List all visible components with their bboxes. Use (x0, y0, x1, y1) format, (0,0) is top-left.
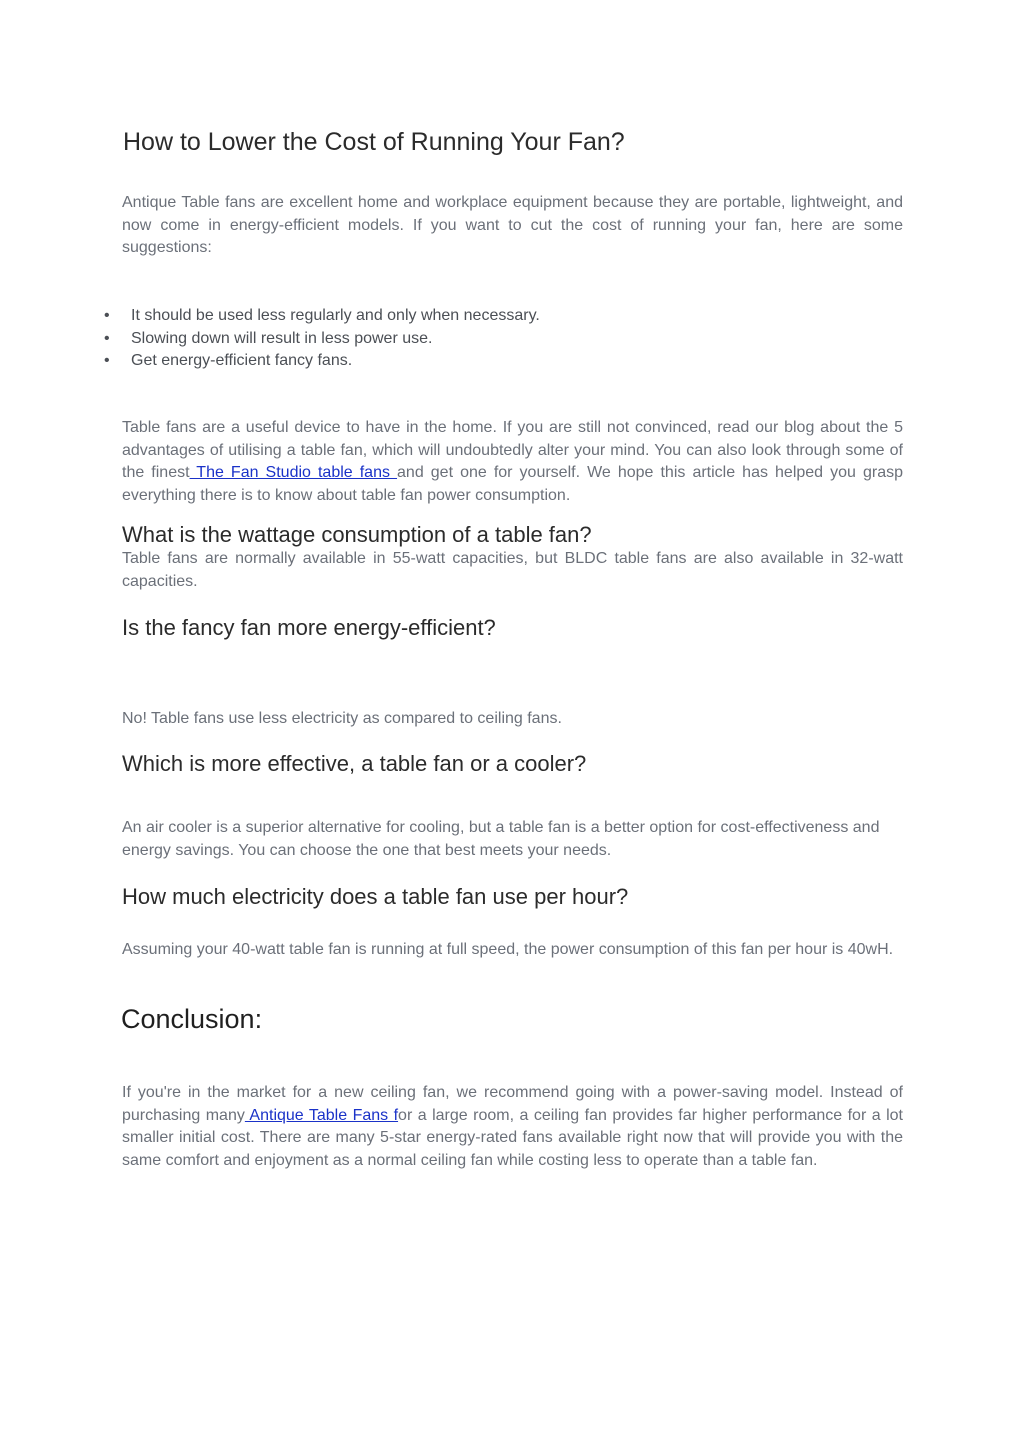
faq-answer-per-hour: Assuming your 40-watt table fan is running at full speed, the power consumption of this fan per hour is 40wH. (122, 941, 894, 958)
bullet-icon: • (104, 329, 110, 347)
faq-question-per-hour: How much electricity does a table fan use per hour? (122, 884, 629, 909)
faq-question-wattage: What is the wattage consumption of a table fan? (122, 522, 592, 547)
list-item: • Get energy-efficient fancy fans. (0, 350, 540, 373)
page-title: How to Lower the Cost of Running Your Fan? (123, 128, 625, 156)
advantages-paragraph: Table fans are a useful device to have in the home. If you are still not convinced, read our blog about the 5 advantages of utilising a table fan, which will undoubtedly alter your mind. You can also look through some of the finest The Fan Studio table fans and get one for yourself. We hope this article has helped you grasp everything there is to know about table fan power consumption. (122, 419, 903, 504)
list-item: • Slowing down will result in less power use. (0, 328, 540, 351)
intro-paragraph: Antique Table fans are excellent home and workplace equipment because they are portable, lightweight, and now come in energy-efficient models. If you want to cut the cost of running your fan, here are some suggestions: (122, 194, 903, 256)
fan-studio-link[interactable]: The Fan Studio table fans (189, 464, 398, 481)
faq-answer-wattage: Table fans are normally available in 55-watt capacities, but BLDC table fans are also available in 32-watt capacities. (122, 550, 903, 590)
suggestions-list (0, 305, 540, 373)
faq-question-cooler: Which is more effective, a table fan or a cooler? (122, 751, 587, 776)
bullet-icon: • (104, 307, 110, 324)
bullet-icon: • (104, 352, 110, 369)
conclusion-paragraph: If you're in the market for a new ceiling fan, we recommend going with a power-saving model. Instead of purchasing many Antique Table Fans for a large room, a ceiling fan provides far higher performance for a lot smaller initial cost. There are many 5-star energy-rated fans available right now that will provide you with the same comfort and enjoyment as a normal ceiling fan while costing less to operate than a table fan. (122, 1084, 903, 1169)
conclusion-heading: Conclusion: (121, 1004, 263, 1034)
faq-question-fancy-fan: Is the fancy fan more energy-efficient? (122, 615, 496, 640)
faq-answer-fancy-fan: No! Table fans use less electricity as compared to ceiling fans. (122, 710, 562, 727)
faq-answer-cooler: An air cooler is a superior alternative for cooling, but a table fan is a better option for cost-effectiveness and energy savings. You can choose the one that best meets your needs. (122, 819, 880, 859)
list-item: • It should be used less regularly and only when necessary. (0, 305, 540, 328)
antique-table-fans-link[interactable]: Antique Table Fans f (244, 1106, 399, 1124)
